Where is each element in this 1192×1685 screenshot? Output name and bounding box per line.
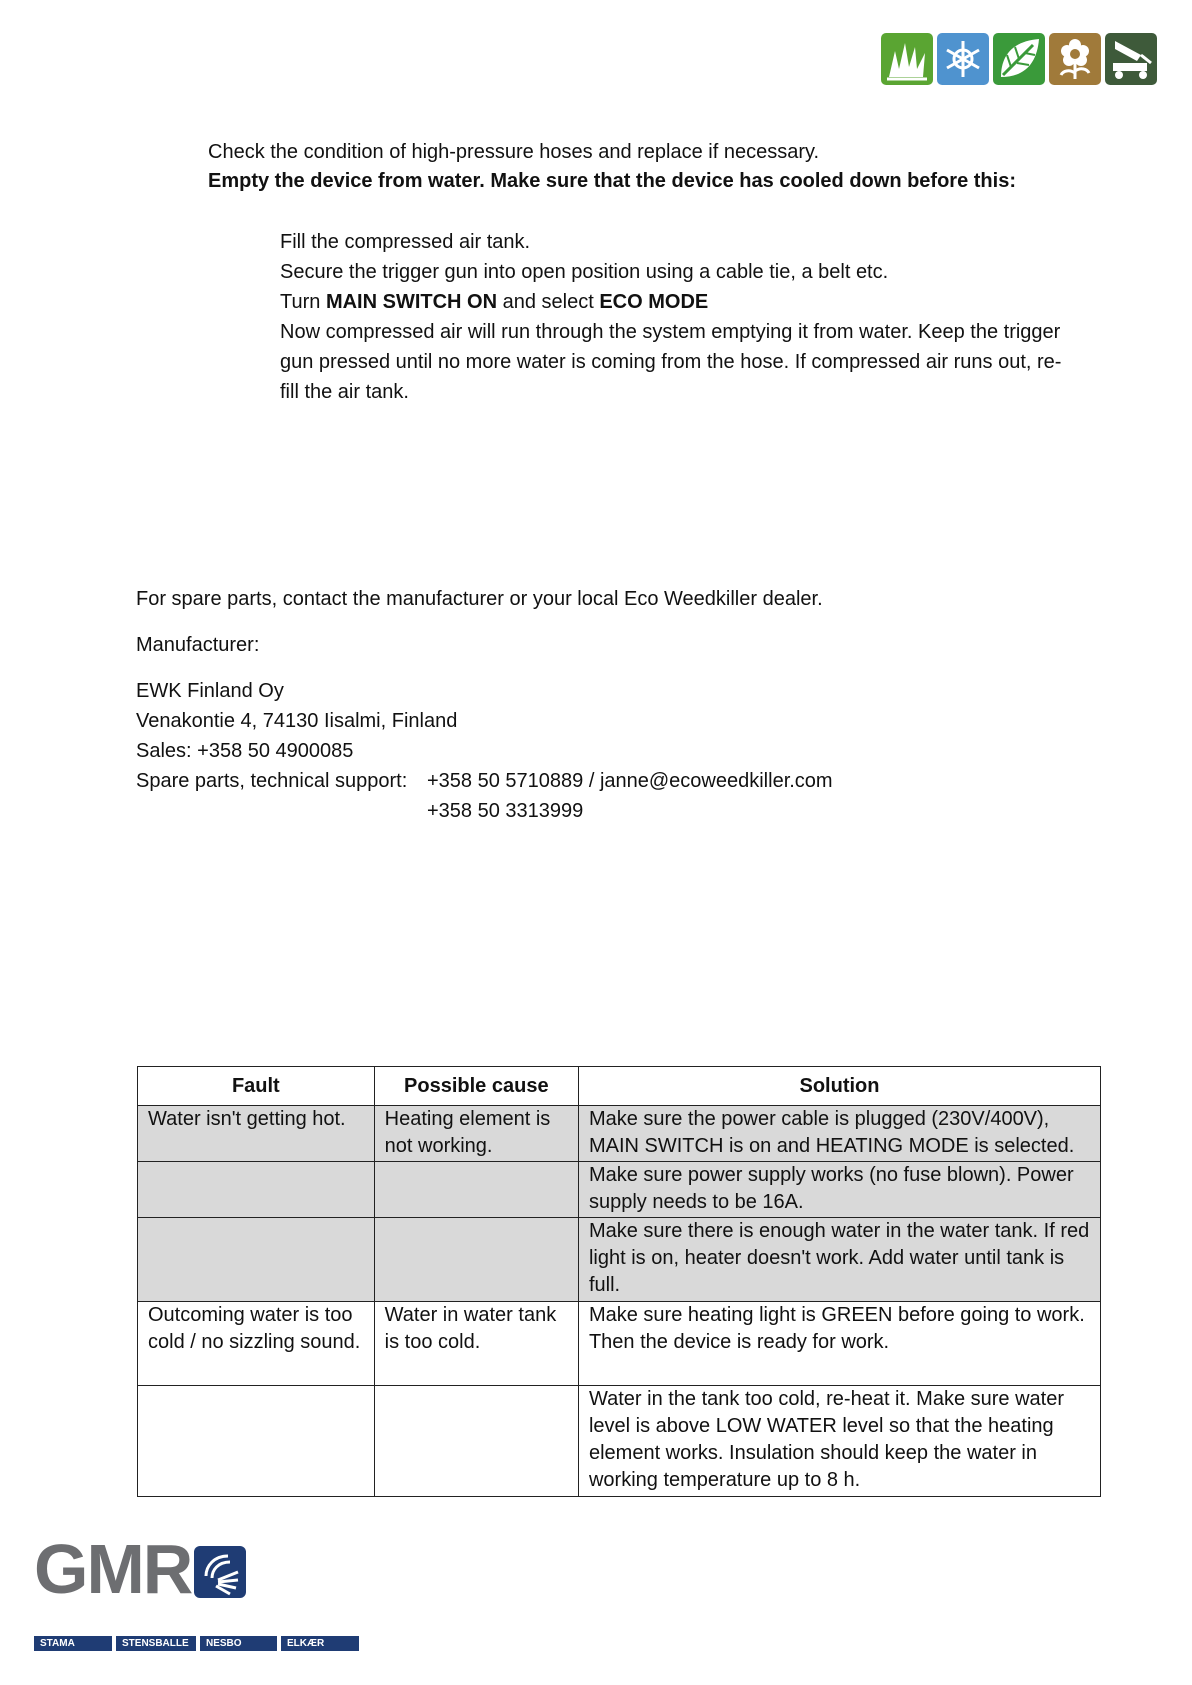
brand-label: ELKÆR [281,1636,359,1651]
step-main-switch [280,287,708,317]
eco-mode-label: ECO MODE [599,291,709,313]
troubleshooting-table [137,1066,1101,1497]
gmr-logo: GMR [34,1530,192,1608]
sales-phone: Sales: +358 50 4900085 [136,740,354,762]
fault-cell: Outcoming water is too cold / no sizzling sound. [138,1302,375,1386]
fault-cell [138,1218,375,1302]
gmr-mark-icon [194,1546,246,1598]
step-text: and select [497,291,600,313]
solution-cell: Make sure there is enough water in the water tank. If red light is on, heater doesn't work. Add water until tank is full. [578,1218,1100,1302]
fault-cell [138,1162,375,1218]
brand-label: STENSBALLE [116,1636,196,1651]
machine-icon [1105,33,1157,85]
grass-icon [881,33,933,85]
brand-bar [34,1636,359,1651]
table-row [138,1386,1101,1497]
support-label: Spare parts, technical support: [136,770,408,792]
fault-cell [138,1386,375,1497]
brand-label: NESBO [200,1636,277,1651]
header-icons [881,33,1157,85]
company-name: EWK Finland Oy [136,680,284,702]
empty-device-heading: Empty the device from water. Make sure that the device has cooled down before this: [208,170,1016,192]
step-secure-trigger: Secure the trigger gun into open position using a cable tie, a belt etc. [280,261,889,283]
header-cause: Possible cause [374,1067,578,1106]
spare-parts-intro: For spare parts, contact the manufacturer or your local Eco Weedkiller dealer. [136,588,823,610]
main-switch-label: MAIN SWITCH ON [325,291,498,313]
solution-cell: Make sure heating light is GREEN before going to work. Then the device is ready for work. [578,1302,1100,1386]
cause-cell [374,1162,578,1218]
fault-cell: Water isn't getting hot. [138,1106,375,1162]
table-row [138,1302,1101,1386]
cause-cell: Heating element is not working. [374,1106,578,1162]
table-row [138,1106,1101,1162]
leaf-icon [993,33,1045,85]
hoses-instruction: Check the condition of high-pressure hoses and replace if necessary. [208,141,820,163]
flower-icon [1049,33,1101,85]
solution-cell: Make sure the power cable is plugged (230V/400V), MAIN SWITCH is on and HEATING MODE is selected. [578,1106,1100,1162]
table-header-row [138,1067,1101,1106]
step-compressed-air-2: gun pressed until no more water is coming from the hose. If compressed air runs out, re- [280,351,1062,373]
brand-label: STAMA [34,1636,112,1651]
cause-cell [374,1386,578,1497]
cause-cell: Water in water tank is too cold. [374,1302,578,1386]
company-address: Venakontie 4, 74130 Iisalmi, Finland [136,710,458,732]
manufacturer-label: Manufacturer: [136,634,260,656]
step-compressed-air-3: fill the air tank. [280,381,409,403]
support-contact-1: +358 50 5710889 / janne@ecoweedkiller.com [427,770,833,792]
header-solution: Solution [578,1067,1100,1106]
header-fault: Fault [138,1067,375,1106]
support-contact-2: +358 50 3313999 [427,800,584,822]
solution-cell: Water in the tank too cold, re-heat it. Make sure water level is above LOW WATER level so that the heating element works. Insulation should keep the water in working temperature up to 8 h. [578,1386,1100,1497]
snowflake-icon [937,33,989,85]
table-row [138,1218,1101,1302]
cause-cell [374,1218,578,1302]
step-fill-tank: Fill the compressed air tank. [280,231,531,253]
solution-cell: Make sure power supply works (no fuse blown). Power supply needs to be 16A. [578,1162,1100,1218]
table-row [138,1162,1101,1218]
step-text: Turn [280,291,326,313]
step-compressed-air-1: Now compressed air will run through the system emptying it from water. Keep the trigger [280,321,1061,343]
